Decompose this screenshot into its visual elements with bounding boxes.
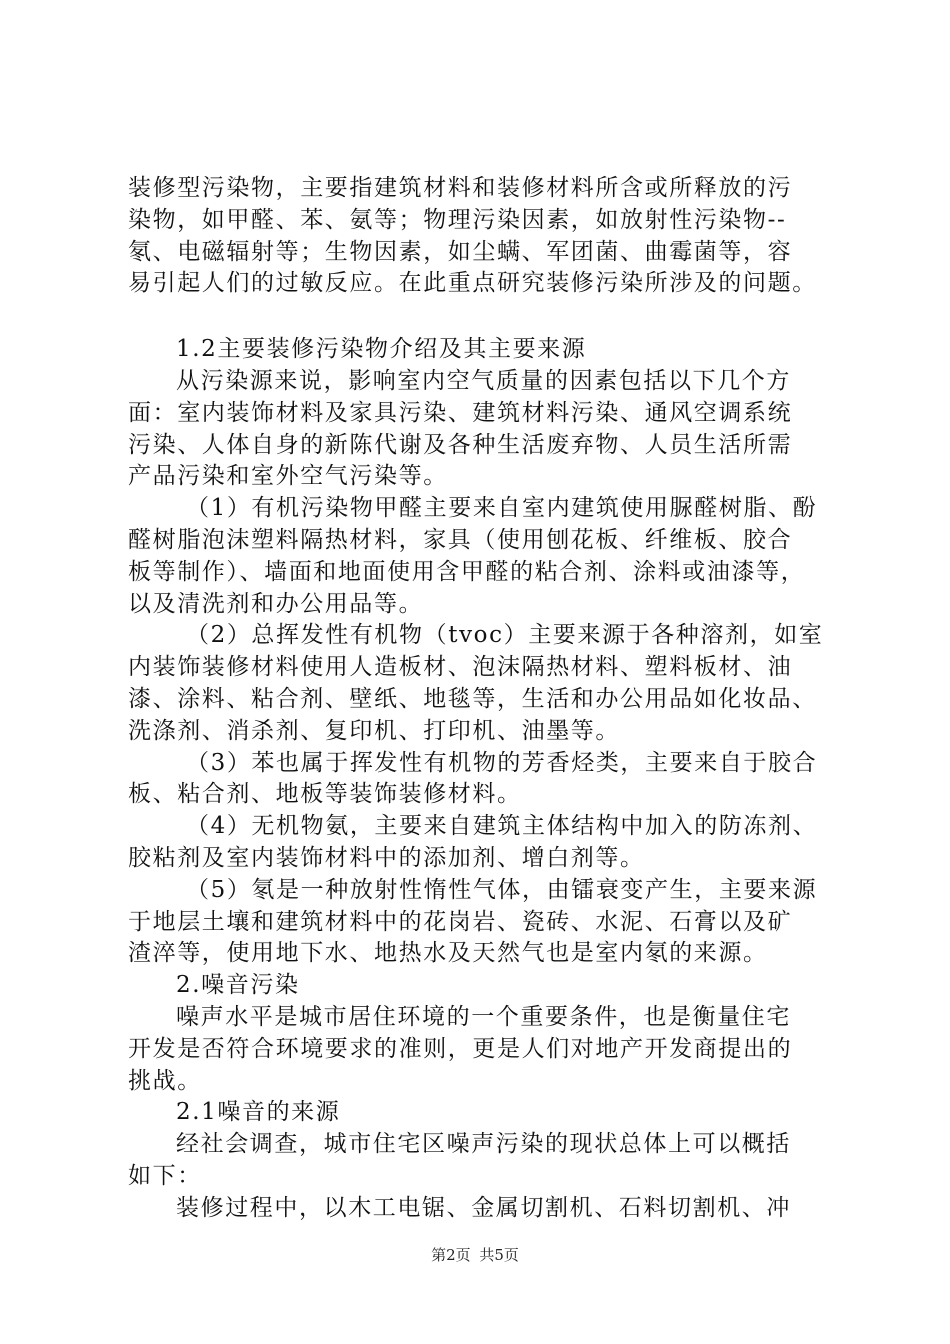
page-total: 共5页 — [479, 1246, 519, 1264]
paragraph-gap — [128, 300, 838, 334]
text-line: 洗涤剂、消杀剂、复印机、打印机、油墨等。 — [128, 717, 620, 744]
paragraph-survey — [128, 1129, 838, 1193]
paragraph-item-4 — [128, 811, 838, 875]
text-line: （4）无机物氨，主要来自建筑主体结构中加入的防冻剂、 — [186, 813, 818, 840]
text-line: 醛树脂泡沫塑料隔热材料，家具（使用刨花板、纤维板、胶合 — [128, 526, 793, 553]
text-line: 氡、电磁辐射等；生物因素，如尘螨、军团菌、曲霉菌等，容 — [128, 238, 793, 265]
text-line: 如下： — [128, 1162, 202, 1189]
text-line: 漆、涂料、粘合剂、壁纸、地毯等，生活和办公用品如化妆品、 — [128, 685, 817, 712]
text-line: （3）苯也属于挥发性有机物的芳香烃类，主要来自于胶合 — [186, 749, 818, 776]
section-heading-1-2: 1.2主要装修污染物介绍及其主要来源 — [176, 336, 587, 363]
paragraph-sources — [128, 366, 838, 493]
text-line: 从污染源来说，影响室内空气质量的因素包括以下几个方 — [176, 367, 791, 394]
text-line: 面：室内装饰材料及家具污染、建筑材料污染、通风空调系统 — [128, 399, 793, 426]
text-line: 装修型污染物，主要指建筑材料和装修材料所含或所释放的污 — [128, 175, 793, 201]
text-line: 板等制作）、墙面和地面使用含甲醛的粘合剂、涂料或油漆等， — [128, 558, 806, 585]
text-line: 污染、人体自身的新陈代谢及各种生活废弃物、人员生活所需 — [128, 431, 793, 458]
text-line: 易引起人们的过敏反应。在此重点研究装修污染所涉及的问题。 — [128, 270, 817, 297]
text-line: 板、粘合剂、地板等装饰装修材料。 — [128, 781, 522, 808]
paragraph-item-3 — [128, 748, 838, 812]
paragraph-item-2 — [128, 620, 838, 747]
paragraph-item-5 — [128, 875, 838, 970]
text-line: 于地层土壤和建筑材料中的花岗岩、瓷砖、水泥、石膏以及矿 — [128, 908, 793, 935]
text-line: 经社会调查，城市住宅区噪声污染的现状总体上可以概括 — [176, 1131, 791, 1158]
section-heading-2: 2.噪音污染 — [176, 972, 300, 999]
paragraph-renovation — [128, 1193, 838, 1225]
text-line: （5）氡是一种放射性惰性气体，由镭衰变产生，主要来源 — [186, 876, 818, 903]
text-line: 染物，如甲醛、苯、氨等；物理污染因素，如放射性污染物-- — [128, 206, 787, 233]
text-line: 胶粘剂及室内装饰材料中的添加剂、增白剂等。 — [128, 844, 645, 871]
text-line: 装修过程中，以木工电锯、金属切割机、石料切割机、冲 — [176, 1194, 791, 1221]
page-footer — [0, 1244, 950, 1265]
text-line: 产品污染和室外空气污染等。 — [128, 463, 448, 490]
paragraph-item-1 — [128, 493, 838, 620]
text-line: （1）有机污染物甲醛主要来自室内建筑使用脲醛树脂、酚 — [186, 495, 818, 522]
paragraph-noise — [128, 1002, 838, 1097]
page-number: 第2页 — [431, 1246, 471, 1264]
text-line: 挑战。 — [128, 1067, 202, 1094]
text-line: （2）总挥发性有机物（tvoc）主要来源于各种溶剂，如室 — [186, 622, 824, 649]
text-line: 开发是否符合环境要求的准则，更是人们对地产开发商提出的 — [128, 1035, 793, 1062]
text-line: 渣淬等，使用地下水、地热水及天然气也是室内氡的来源。 — [128, 940, 768, 967]
paragraph-intro — [128, 173, 838, 300]
text-line: 内装饰装修材料使用人造板材、泡沫隔热材料、塑料板材、油 — [128, 654, 793, 681]
text-line: 噪声水平是城市居住环境的一个重要条件，也是衡量住宅 — [176, 1003, 791, 1030]
text-line: 以及清洗剂和办公用品等。 — [128, 590, 424, 617]
section-heading-2-1: 2.1噪音的来源 — [176, 1099, 341, 1126]
document-body — [128, 173, 838, 1225]
